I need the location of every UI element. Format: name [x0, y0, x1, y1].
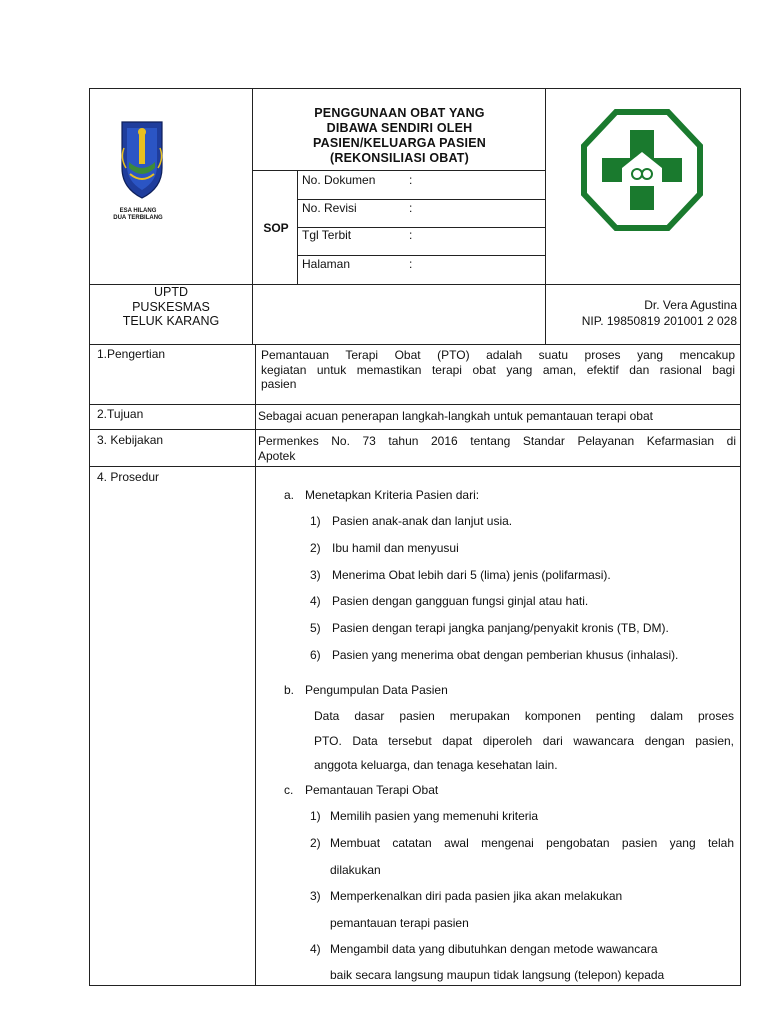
field-label-no-dokumen: No. Dokumen — [302, 173, 376, 187]
list-item: Menerima Obat lebih dari 5 (lima) jenis (polifarmasi). — [332, 568, 611, 582]
list-item-number: 1) — [310, 809, 321, 823]
list-item-number: 3) — [310, 568, 321, 582]
list-item-number: 2) — [310, 836, 321, 850]
signatory-block — [546, 297, 740, 329]
section-heading-b: Pengumpulan Data Pasien — [305, 683, 448, 697]
list-item-continued: dilakukan — [330, 863, 381, 877]
document-title: PENGGUNAAN OBAT YANG DIBAWA SENDIRI OLEH PASIEN/KELUARGA PASIEN (REKONSILIASI OBAT) — [313, 106, 486, 165]
list-item: Pasien anak-anak dan lanjut usia. — [332, 514, 513, 528]
section-marker-c: c. — [284, 783, 294, 797]
row-label-prosedur: 4. Prosedur — [97, 470, 160, 484]
list-item-number: 4) — [310, 594, 321, 608]
divider — [89, 404, 741, 405]
kebijakan-text: Permenkes No. 73 tahun 2016 tentang Standar Pelayanan Kefarmasian di Apotek — [258, 434, 736, 463]
list-item-number: 3) — [310, 889, 321, 903]
list-item: Pasien dengan terapi jangka panjang/penyakit kronis (TB, DM). — [332, 621, 669, 635]
divider — [297, 199, 546, 200]
regional-emblem-logo — [118, 118, 166, 206]
section-heading-a: Menetapkan Kriteria Pasien dari: — [305, 488, 480, 502]
field-colon: : — [409, 228, 413, 242]
list-item: Mengambil data yang dibutuhkan dengan metode wawancara — [330, 942, 658, 956]
divider — [89, 466, 741, 467]
list-item-continued: baik secara langsung maupun tidak langsung (telepon) kepada — [330, 968, 665, 982]
emblem-motto: ESA HILANG DUA TERBILANG — [113, 208, 163, 221]
list-item-continued: pemantauan terapi pasien — [330, 916, 469, 930]
field-colon: : — [409, 173, 413, 187]
field-label-halaman: Halaman — [302, 257, 351, 271]
signatory-nip: NIP. 19850819 201001 2 028 — [581, 314, 737, 328]
divider — [297, 255, 546, 256]
list-item-number: 1) — [310, 514, 321, 528]
signatory-name: Dr. Vera Agustina — [644, 298, 737, 312]
paragraph-line: PTO. Data tersebut dapat diperoleh dari wawancara dengan pasien, — [314, 734, 734, 748]
pengertian-text: Pemantauan Terapi Obat (PTO) adalah suatu proses yang mencakup kegiatan untuk memastikan terapi obat yang aman, efektif dan rasional bagi pasien — [261, 348, 735, 391]
tujuan-text: Sebagai acuan penerapan langkah-langkah untuk pemantauan terapi obat — [258, 409, 653, 423]
paragraph-line: anggota keluarga, dan tenaga kesehatan lain. — [314, 758, 558, 772]
list-item: Memperkenalkan diri pada pasien jika akan melakukan — [330, 889, 623, 903]
divider — [89, 429, 741, 430]
field-colon: : — [409, 201, 413, 215]
list-item: Ibu hamil dan menyusui — [332, 541, 459, 555]
list-item: Pasien dengan gangguan fungsi ginjal atau hati. — [332, 594, 589, 608]
list-item: Membuat catatan awal mengenai pengobatan pasien yang telah — [330, 836, 734, 850]
row-label-kebijakan: 3. Kebijakan — [97, 433, 164, 447]
field-label-no-revisi: No. Revisi — [302, 201, 357, 215]
puskesmas-logo — [578, 106, 706, 234]
divider — [89, 344, 741, 345]
list-item: Memilih pasien yang memenuhi kriteria — [330, 809, 539, 823]
row-label-tujuan: 2.Tujuan — [97, 407, 144, 421]
row-label-pengertian: 1.Pengertian — [97, 347, 166, 361]
organization-name: UPTD PUSKESMAS TELUK KARANG — [122, 285, 220, 328]
field-colon: : — [409, 257, 413, 271]
section-heading-c: Pemantauan Terapi Obat — [305, 783, 439, 797]
list-item-number: 4) — [310, 942, 321, 956]
list-item-number: 6) — [310, 648, 321, 662]
sop-label: SOP — [263, 221, 289, 235]
list-item-number: 2) — [310, 541, 321, 555]
list-item: Pasien yang menerima obat dengan pemberian khusus (inhalasi). — [332, 648, 679, 662]
field-label-tgl-terbit: Tgl Terbit — [302, 228, 352, 242]
section-marker-a: a. — [284, 488, 295, 502]
divider — [255, 344, 256, 986]
section-marker-b: b. — [284, 683, 295, 697]
list-item-number: 5) — [310, 621, 321, 635]
paragraph-line: Data dasar pasien merupakan komponen penting dalam proses — [314, 709, 734, 723]
divider — [252, 88, 253, 344]
